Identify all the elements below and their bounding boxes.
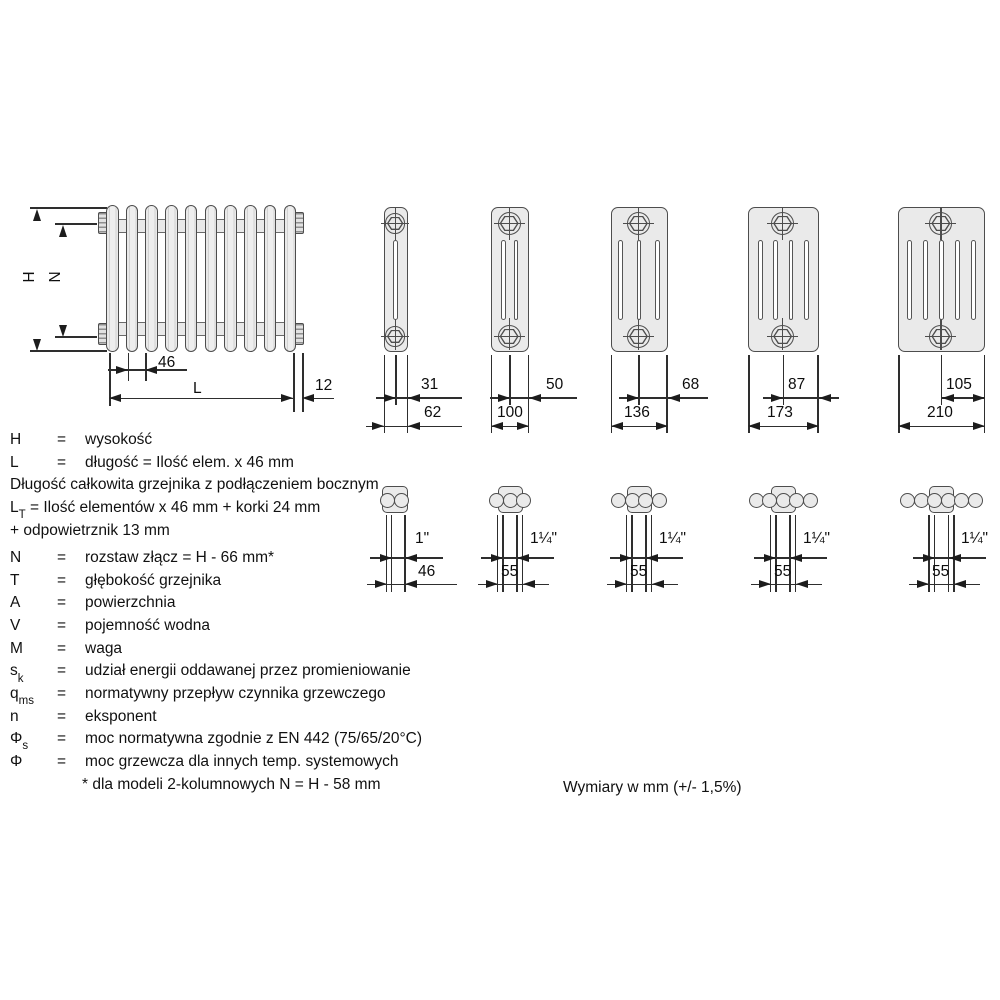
legend-row [10, 660, 555, 683]
legend-text [10, 520, 170, 541]
dim-label-thread-size: 1¼" [659, 530, 687, 547]
dim-label-height: H [19, 271, 36, 283]
legend-symbol-subscript: s [22, 740, 29, 753]
legend-text-pre: * dla modeli 2-kolumnowych N = H - 58 mm [82, 775, 381, 793]
dimension-arrow [109, 394, 121, 402]
dimension-arrow [656, 422, 668, 430]
dimensions-note: Wymiary w mm (+/- 1,5%) [563, 779, 742, 796]
dim-label-full-width: 136 [624, 404, 650, 421]
air-slot [789, 240, 794, 320]
cross-section-2-column [384, 207, 409, 352]
air-slot [971, 240, 976, 320]
radiator-element [145, 205, 158, 352]
legend-row [10, 728, 555, 751]
legend-symbol: N [10, 549, 22, 567]
legend-text-pre: L [10, 498, 19, 516]
dim-label-full-width: 62 [424, 404, 442, 421]
dimension-arrow [748, 422, 760, 430]
radiator-element [185, 205, 198, 352]
legend-text [10, 474, 379, 495]
legend-definition: rozstaw złącz = H - 66 mm* [85, 549, 275, 567]
legend-row [10, 474, 555, 497]
cross-section-3-column [491, 207, 530, 352]
air-slot [758, 240, 763, 320]
radiator-element [205, 205, 218, 352]
legend-symbol: Φ [10, 752, 23, 770]
crosshair-line [509, 318, 510, 350]
dim-label-half-width: 105 [946, 376, 972, 393]
dim-label-half-width: 50 [546, 376, 564, 393]
legend-equals: = [57, 752, 67, 770]
legend-symbol: Φ [10, 730, 23, 748]
top-view-4-column [611, 486, 667, 514]
legend-text-pre: + odpowietrznik 13 mm [10, 521, 170, 539]
tube-circle [394, 493, 409, 508]
legend-row [10, 615, 555, 638]
legend-text [10, 497, 321, 522]
air-slot [514, 240, 519, 320]
dimension-arrow [145, 366, 157, 374]
legend-definition: moc grzewcza dla innych temp. systemowych [85, 752, 399, 770]
legend-text-post: = Ilość elementów x 46 mm + korki 24 mm [25, 498, 321, 516]
legend-symbol-subscript: ms [18, 695, 34, 708]
top-view-2-column [380, 486, 409, 514]
legend-row [10, 683, 555, 706]
air-slot [501, 240, 506, 320]
legend-row [10, 774, 555, 797]
dimension-arrow [652, 580, 664, 588]
dim-label-full-width: 210 [927, 404, 953, 421]
crosshair-line [940, 208, 941, 240]
dimension-arrow [898, 422, 910, 430]
dimension-line [314, 398, 334, 400]
slot-row [385, 240, 408, 320]
legend-definition: waga [85, 639, 123, 657]
legend-row [10, 592, 555, 615]
radiator-element [284, 205, 297, 352]
dimension-arrow [819, 394, 831, 402]
tube-circle [489, 493, 504, 508]
air-slot [907, 240, 912, 320]
dim-label-half-width: 87 [788, 376, 806, 393]
air-slot [804, 240, 809, 320]
radiator-element [165, 205, 178, 352]
tube-circle [516, 493, 531, 508]
legend-symbol: A [10, 594, 21, 612]
cross-section-4-column [611, 207, 668, 352]
h-ref-line-bottom [30, 350, 107, 352]
legend-text-subscript: T [18, 509, 26, 522]
dimension-line [109, 398, 293, 400]
tube-circle [968, 493, 983, 508]
crosshair-line [395, 208, 396, 240]
cross-section-6-column [898, 207, 985, 352]
air-slot [637, 240, 642, 320]
dim-label-thread-size: 1¼" [530, 530, 558, 547]
dim-label-half-width: 68 [682, 376, 700, 393]
dimension-arrow [116, 366, 128, 374]
legend-definition: wysokość [85, 431, 153, 448]
legend-definition: powierzchnia [85, 594, 176, 612]
h-ref-line-top [30, 207, 107, 209]
legend-symbol: n [10, 707, 19, 725]
legend-equals: = [57, 730, 67, 748]
legend-symbol: L [10, 453, 19, 471]
dim-label-connection-width: 55 [932, 563, 950, 580]
legend-symbol: q [10, 685, 19, 703]
dimension-arrow [59, 325, 67, 337]
legend-equals: = [57, 549, 67, 567]
legend-row [10, 452, 555, 475]
extension-line [302, 353, 304, 412]
slot-row [749, 240, 818, 320]
dim-label-half-width: 31 [421, 376, 439, 393]
legend-row [10, 570, 555, 593]
dimension-arrow [949, 554, 961, 562]
dimension-arrow [973, 422, 985, 430]
top-view-5-column [749, 486, 818, 514]
slot-row [492, 240, 529, 320]
tube-circle [762, 493, 777, 508]
legend-equals: = [57, 571, 67, 589]
dimension-arrow [302, 394, 314, 402]
dimension-arrow [33, 339, 41, 351]
dimension-arrow [923, 554, 935, 562]
radiator-front-view [106, 205, 296, 352]
crosshair-line [782, 318, 783, 350]
dim-label-connection-width: 55 [630, 563, 648, 580]
legend-row [10, 751, 555, 774]
radiator-element [126, 205, 139, 352]
legend-equals: = [57, 662, 67, 680]
extension-line [128, 353, 130, 381]
radiator-element [106, 205, 119, 352]
air-slot [955, 240, 960, 320]
top-view-6-column [900, 486, 983, 514]
legend-symbol: H [10, 431, 22, 448]
dim-label-thread-size: 1" [415, 530, 430, 547]
dimension-arrow [408, 394, 420, 402]
tube-circle [803, 493, 818, 508]
legend-equals: = [57, 707, 67, 725]
extension-line [293, 353, 295, 412]
dimension-arrow [807, 422, 819, 430]
dimension-arrow [615, 580, 627, 588]
dimension-line [898, 426, 985, 428]
legend-symbol: V [10, 617, 21, 635]
legend-equals: = [57, 685, 67, 703]
dim-label-connection-width: 55 [774, 563, 792, 580]
dimension-arrow [529, 394, 541, 402]
dim-label-n-spacing: N [45, 271, 62, 283]
dim-label-length: L [193, 380, 202, 397]
dimension-arrow [954, 580, 966, 588]
legend-symbol: s [10, 662, 18, 680]
cross-section-5-column [748, 207, 819, 352]
crosshair-line [638, 318, 639, 350]
dim-label-end-offset: 12 [315, 377, 333, 394]
legend-row [10, 429, 555, 452]
dimension-arrow [611, 422, 623, 430]
radiator-element [264, 205, 277, 352]
dimension-arrow [620, 554, 632, 562]
legend-symbol-subscript: k [17, 672, 24, 685]
legend-symbol: M [10, 639, 23, 657]
dimension-arrow [764, 554, 776, 562]
dimension-arrow [796, 580, 808, 588]
legend-definition: moc normatywna zgodnie z EN 442 (75/65/20°C) [85, 730, 423, 748]
dimension-arrow [498, 394, 510, 402]
legend-equals: = [57, 431, 67, 448]
legend-equals: = [57, 594, 67, 612]
legend-equals: = [57, 639, 67, 657]
dimension-arrow [646, 554, 658, 562]
dimension-arrow [942, 394, 954, 402]
legend-text [82, 774, 380, 795]
slot-row [899, 240, 984, 320]
air-slot [939, 240, 944, 320]
radiator-element [224, 205, 237, 352]
dim-label-connection-width: 55 [501, 563, 519, 580]
legend-equals: = [57, 453, 67, 471]
air-slot [393, 240, 398, 320]
slot-row [612, 240, 667, 320]
dim-label-connection-width: 46 [418, 563, 436, 580]
dim-label-thread-size: 1¼" [803, 530, 831, 547]
tube-circle [652, 493, 667, 508]
dimension-arrow [33, 209, 41, 221]
legend-definition: eksponent [85, 707, 157, 725]
crosshair-line [940, 318, 941, 350]
dim-label-full-width: 173 [767, 404, 793, 421]
legend-row [10, 706, 555, 729]
legend [10, 429, 558, 796]
dim-label-thread-size: 1¼" [961, 530, 989, 547]
dimension-arrow [759, 580, 771, 588]
dimension-arrow [59, 225, 67, 237]
dim-label-full-width: 100 [497, 404, 523, 421]
air-slot [773, 240, 778, 320]
dimension-arrow [917, 580, 929, 588]
air-slot [923, 240, 928, 320]
air-slot [655, 240, 660, 320]
legend-symbol: T [10, 571, 20, 589]
legend-row [10, 520, 555, 543]
crosshair-line [395, 318, 396, 350]
crosshair-line [638, 208, 639, 240]
crosshair-line [782, 208, 783, 240]
legend-definition: głębokość grzejnika [85, 571, 222, 589]
tube-circle [789, 493, 804, 508]
air-slot [618, 240, 623, 320]
legend-definition: długość = Ilość elem. x 46 mm [85, 453, 294, 471]
legend-row [10, 638, 555, 661]
legend-definition: udział energii oddawanej przez promieniowanie [85, 662, 411, 680]
dimension-arrow [281, 394, 293, 402]
dim-label-element-pitch: 46 [158, 354, 176, 371]
dimension-arrow [973, 394, 985, 402]
dimension-arrow [627, 394, 639, 402]
legend-text-pre: Długość całkowita grzejnika z podłączeniem bocznym [10, 476, 379, 494]
dimension-arrow [668, 394, 680, 402]
legend-row [10, 547, 555, 570]
dimension-arrow [771, 394, 783, 402]
crosshair-line [509, 208, 510, 240]
legend-definition: pojemność wodna [85, 617, 210, 635]
legend-row [10, 497, 555, 520]
legend-definition: normatywny przepływ czynnika grzewczego [85, 685, 386, 703]
legend-equals: = [57, 617, 67, 635]
dimension-arrow [384, 394, 396, 402]
dimension-arrow [790, 554, 802, 562]
radiator-element [244, 205, 257, 352]
